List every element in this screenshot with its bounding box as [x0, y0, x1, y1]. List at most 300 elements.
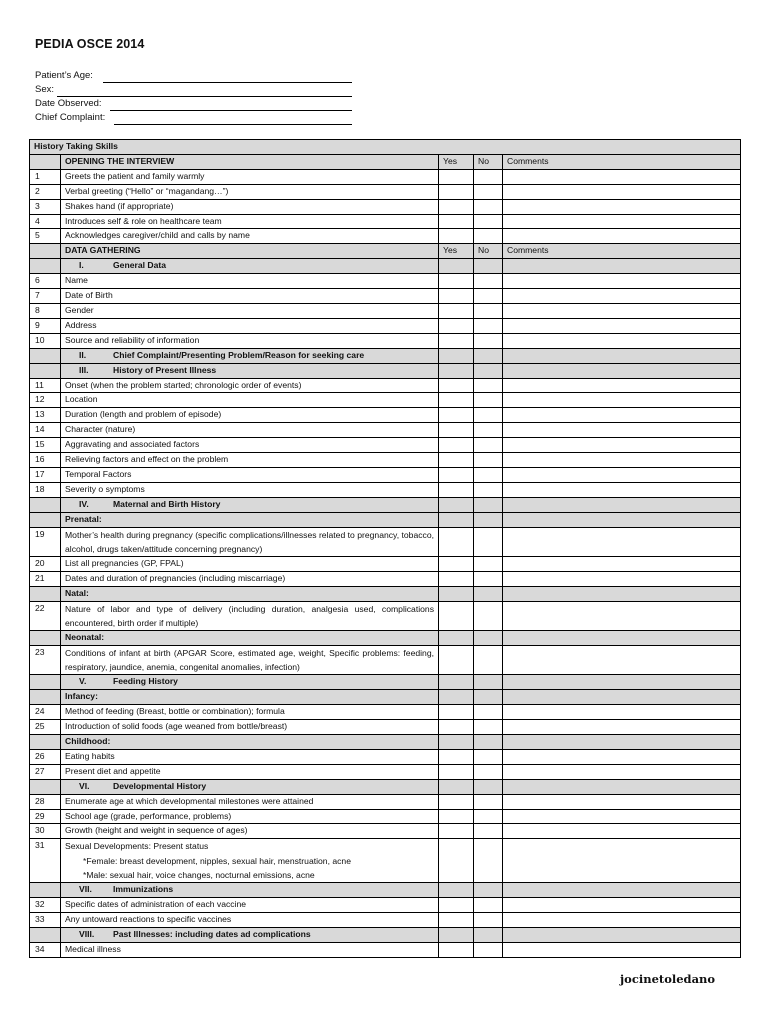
no-checkbox-cell[interactable] [474, 882, 503, 897]
table-row [30, 764, 741, 779]
yes-checkbox-cell[interactable] [439, 779, 474, 794]
no-checkbox-cell[interactable] [474, 169, 503, 184]
table-row [30, 453, 741, 468]
row-number: 31 [30, 839, 61, 883]
yes-checkbox-cell[interactable] [439, 333, 474, 348]
comments-cell[interactable] [503, 601, 741, 630]
no-checkbox-cell[interactable] [474, 303, 503, 318]
no-checkbox-cell[interactable] [474, 675, 503, 690]
subsection-label: Feeding History [113, 676, 178, 687]
yes-column-header: Yes [439, 154, 474, 169]
yes-checkbox-cell[interactable] [439, 318, 474, 333]
no-checkbox-cell[interactable] [474, 809, 503, 824]
no-checkbox-cell[interactable] [474, 408, 503, 423]
chief-complaint-label: Chief Complaint: [35, 112, 106, 123]
item-text: List all pregnancies (GP, FPAL) [61, 556, 439, 571]
patient-age-line[interactable] [103, 71, 352, 83]
row-number: 27 [30, 764, 61, 779]
table-row [30, 512, 741, 527]
no-checkbox-cell[interactable] [474, 512, 503, 527]
comments-cell[interactable] [503, 586, 741, 601]
no-checkbox-cell[interactable] [474, 601, 503, 630]
row-number-cell [30, 363, 61, 378]
table-row [30, 199, 741, 214]
row-number-cell [30, 675, 61, 690]
comments-cell[interactable] [503, 809, 741, 824]
row-number: 10 [30, 333, 61, 348]
row-number: 20 [30, 556, 61, 571]
comments-cell[interactable] [503, 794, 741, 809]
yes-checkbox-cell[interactable] [439, 631, 474, 646]
chief-complaint-field[interactable] [35, 111, 105, 125]
comments-cell[interactable] [503, 897, 741, 912]
group-label: Childhood: [61, 735, 439, 750]
table-row [30, 631, 741, 646]
comments-cell[interactable] [503, 497, 741, 512]
no-checkbox-cell[interactable] [474, 423, 503, 438]
row-number-cell [30, 512, 61, 527]
date-observed-field[interactable] [35, 97, 102, 111]
history-taking-table [29, 139, 741, 958]
table-row [30, 408, 741, 423]
table-row [30, 229, 741, 244]
item-text: Gender [61, 303, 439, 318]
comments-cell[interactable] [503, 259, 741, 274]
comments-cell[interactable] [503, 749, 741, 764]
item-text: Any untoward reactions to specific vaccines [61, 912, 439, 927]
comments-cell[interactable] [503, 467, 741, 482]
row-number-cell [30, 735, 61, 750]
row-number: 19 [30, 527, 61, 556]
comments-cell[interactable] [503, 378, 741, 393]
no-checkbox-cell[interactable] [474, 497, 503, 512]
no-checkbox-cell[interactable] [474, 467, 503, 482]
comments-cell[interactable] [503, 646, 741, 675]
subsection-label: Developmental History [113, 780, 207, 791]
table-row [30, 244, 741, 259]
no-checkbox-cell[interactable] [474, 348, 503, 363]
item-text: Nature of labor and type of delivery (including duration, analgesia used, complications encountered, birth order if multiple) [61, 601, 439, 630]
subsection-title [61, 348, 439, 363]
roman-numeral: VI. [79, 780, 90, 791]
item-text: Date of Birth [61, 289, 439, 304]
yes-checkbox-cell[interactable] [439, 571, 474, 586]
table-row [30, 363, 741, 378]
item-subtext: *Female: breast development, nipples, sexual hair, menstruation, acne [83, 855, 351, 866]
comments-cell[interactable] [503, 556, 741, 571]
item-subtext: *Male: sexual hair, voice changes, nocturnal emissions, acne [83, 869, 315, 880]
comments-cell[interactable] [503, 438, 741, 453]
no-column-header: No [474, 154, 503, 169]
yes-checkbox-cell[interactable] [439, 794, 474, 809]
row-number: 30 [30, 824, 61, 839]
item-text: Source and reliability of information [61, 333, 439, 348]
comments-cell[interactable] [503, 735, 741, 750]
yes-checkbox-cell[interactable] [439, 497, 474, 512]
row-number: 3 [30, 199, 61, 214]
no-checkbox-cell[interactable] [474, 912, 503, 927]
item-text: Medical illness [61, 942, 439, 957]
no-checkbox-cell[interactable] [474, 764, 503, 779]
roman-numeral: V. [79, 676, 87, 687]
comments-cell[interactable] [503, 453, 741, 468]
comments-cell[interactable] [503, 882, 741, 897]
subsection-title [61, 779, 439, 794]
row-number: 29 [30, 809, 61, 824]
yes-checkbox-cell[interactable] [439, 467, 474, 482]
table-row [30, 423, 741, 438]
group-label: Infancy: [61, 690, 439, 705]
row-number-cell [30, 259, 61, 274]
group-label: Prenatal: [61, 512, 439, 527]
row-number-cell [30, 882, 61, 897]
yes-checkbox-cell[interactable] [439, 690, 474, 705]
comments-cell[interactable] [503, 631, 741, 646]
comments-cell[interactable] [503, 303, 741, 318]
comments-cell[interactable] [503, 333, 741, 348]
yes-checkbox-cell[interactable] [439, 882, 474, 897]
item-text: School age (grade, performance, problems) [61, 809, 439, 824]
no-checkbox-cell[interactable] [474, 259, 503, 274]
yes-checkbox-cell[interactable] [439, 764, 474, 779]
sex-field[interactable] [35, 83, 54, 97]
comments-cell[interactable] [503, 363, 741, 378]
comments-cell[interactable] [503, 318, 741, 333]
comments-cell[interactable] [503, 764, 741, 779]
no-column-header: No [474, 244, 503, 259]
no-checkbox-cell[interactable] [474, 289, 503, 304]
table-row [30, 214, 741, 229]
comments-cell[interactable] [503, 690, 741, 705]
row-number: 33 [30, 912, 61, 927]
table-row [30, 824, 741, 839]
no-checkbox-cell[interactable] [474, 378, 503, 393]
roman-numeral: VIII. [79, 928, 95, 939]
row-number: 8 [30, 303, 61, 318]
comments-cell[interactable] [503, 527, 741, 556]
no-checkbox-cell[interactable] [474, 720, 503, 735]
no-checkbox-cell[interactable] [474, 184, 503, 199]
yes-checkbox-cell[interactable] [439, 512, 474, 527]
no-checkbox-cell[interactable] [474, 229, 503, 244]
table-row [30, 779, 741, 794]
yes-checkbox-cell[interactable] [439, 942, 474, 957]
table-row [30, 586, 741, 601]
yes-checkbox-cell[interactable] [439, 720, 474, 735]
comments-cell[interactable] [503, 720, 741, 735]
row-number: 28 [30, 794, 61, 809]
signature: jocinetoledano [620, 972, 716, 986]
item-text: Growth (height and weight in sequence of ages) [61, 824, 439, 839]
row-number: 15 [30, 438, 61, 453]
no-checkbox-cell[interactable] [474, 705, 503, 720]
table-row [30, 259, 741, 274]
item-text: Conditions of infant at birth (APGAR Score, estimated age, weight, Specific problems: feeding, respiratory, jaundice, anemia, congenital anomalies, infection) [61, 646, 439, 675]
row-number-cell [30, 244, 61, 259]
yes-checkbox-cell[interactable] [439, 229, 474, 244]
subsection-label: Past Illnesses: including dates ad complications [113, 928, 311, 939]
comments-cell[interactable] [503, 512, 741, 527]
subsection-title [61, 363, 439, 378]
no-checkbox-cell[interactable] [474, 824, 503, 839]
yes-checkbox-cell[interactable] [439, 169, 474, 184]
comments-cell[interactable] [503, 408, 741, 423]
row-number: 21 [30, 571, 61, 586]
yes-checkbox-cell[interactable] [439, 259, 474, 274]
row-number-cell [30, 927, 61, 942]
section-title: DATA GATHERING [61, 244, 439, 259]
no-checkbox-cell[interactable] [474, 556, 503, 571]
comments-cell[interactable] [503, 942, 741, 957]
no-checkbox-cell[interactable] [474, 318, 503, 333]
section-title: OPENING THE INTERVIEW [61, 154, 439, 169]
sex-label: Sex: [35, 84, 55, 95]
row-number: 34 [30, 942, 61, 957]
roman-numeral: II. [79, 349, 87, 360]
no-checkbox-cell[interactable] [474, 779, 503, 794]
subsection-label: History of Present Illness [113, 364, 217, 375]
no-checkbox-cell[interactable] [474, 897, 503, 912]
no-checkbox-cell[interactable] [474, 438, 503, 453]
comments-cell[interactable] [503, 169, 741, 184]
table-header: History Taking Skills [30, 140, 741, 155]
yes-checkbox-cell[interactable] [439, 556, 474, 571]
item-text: Duration (length and problem of episode) [61, 408, 439, 423]
patient-age-field[interactable] [35, 69, 93, 83]
row-number: 9 [30, 318, 61, 333]
no-checkbox-cell[interactable] [474, 527, 503, 556]
row-number: 25 [30, 720, 61, 735]
table-row [30, 912, 741, 927]
row-number-cell [30, 497, 61, 512]
no-checkbox-cell[interactable] [474, 482, 503, 497]
comments-column-header: Comments [503, 154, 741, 169]
yes-checkbox-cell[interactable] [439, 897, 474, 912]
subsection-label: Immunizations [113, 883, 174, 894]
no-checkbox-cell[interactable] [474, 571, 503, 586]
subsection-title [61, 882, 439, 897]
yes-checkbox-cell[interactable] [439, 348, 474, 363]
row-number: 17 [30, 467, 61, 482]
row-number: 11 [30, 378, 61, 393]
subsection-label: Chief Complaint/Presenting Problem/Reason for seeking care [113, 349, 365, 360]
yes-checkbox-cell[interactable] [439, 184, 474, 199]
comments-cell[interactable] [503, 839, 741, 883]
row-number: 2 [30, 184, 61, 199]
table-row [30, 497, 741, 512]
yes-checkbox-cell[interactable] [439, 705, 474, 720]
row-number-cell [30, 586, 61, 601]
item-text: Acknowledges caregiver/child and calls by name [61, 229, 439, 244]
no-checkbox-cell[interactable] [474, 274, 503, 289]
yes-checkbox-cell[interactable] [439, 214, 474, 229]
roman-numeral: III. [79, 364, 89, 375]
roman-numeral: IV. [79, 498, 89, 509]
item-text: Present diet and appetite [61, 764, 439, 779]
no-checkbox-cell[interactable] [474, 749, 503, 764]
row-number: 4 [30, 214, 61, 229]
comments-cell[interactable] [503, 824, 741, 839]
table-row [30, 169, 741, 184]
yes-checkbox-cell[interactable] [439, 586, 474, 601]
yes-checkbox-cell[interactable] [439, 408, 474, 423]
roman-numeral: VII. [79, 883, 92, 894]
item-text: Eating habits [61, 749, 439, 764]
subsection-title [61, 927, 439, 942]
row-number: 24 [30, 705, 61, 720]
yes-checkbox-cell[interactable] [439, 453, 474, 468]
table-row [30, 333, 741, 348]
table-row [30, 318, 741, 333]
comments-cell[interactable] [503, 675, 741, 690]
comments-cell[interactable] [503, 571, 741, 586]
comments-cell[interactable] [503, 779, 741, 794]
no-checkbox-cell[interactable] [474, 927, 503, 942]
subsection-label: Maternal and Birth History [113, 498, 221, 509]
yes-checkbox-cell[interactable] [439, 303, 474, 318]
yes-checkbox-cell[interactable] [439, 749, 474, 764]
group-label: Natal: [61, 586, 439, 601]
comments-cell[interactable] [503, 423, 741, 438]
no-checkbox-cell[interactable] [474, 794, 503, 809]
table-row [30, 839, 741, 883]
row-number: 18 [30, 482, 61, 497]
table-row [30, 646, 741, 675]
row-number: 16 [30, 453, 61, 468]
yes-checkbox-cell[interactable] [439, 393, 474, 408]
table-row [30, 690, 741, 705]
item-text: Aggravating and associated factors [61, 438, 439, 453]
yes-checkbox-cell[interactable] [439, 675, 474, 690]
yes-checkbox-cell[interactable] [439, 839, 474, 883]
item-text: Method of feeding (Breast, bottle or combination); formula [61, 705, 439, 720]
no-checkbox-cell[interactable] [474, 199, 503, 214]
item-text: Name [61, 274, 439, 289]
row-number: 5 [30, 229, 61, 244]
no-checkbox-cell[interactable] [474, 333, 503, 348]
table-row [30, 942, 741, 957]
subsection-title [61, 497, 439, 512]
yes-checkbox-cell[interactable] [439, 601, 474, 630]
item-text-multiline [61, 839, 439, 883]
no-checkbox-cell[interactable] [474, 214, 503, 229]
yes-checkbox-cell[interactable] [439, 927, 474, 942]
no-checkbox-cell[interactable] [474, 735, 503, 750]
table-row [30, 809, 741, 824]
yes-checkbox-cell[interactable] [439, 274, 474, 289]
yes-checkbox-cell[interactable] [439, 289, 474, 304]
yes-checkbox-cell[interactable] [439, 482, 474, 497]
subsection-title [61, 675, 439, 690]
row-number-cell [30, 154, 61, 169]
yes-checkbox-cell[interactable] [439, 527, 474, 556]
item-text: Enumerate age at which developmental milestones were attained [61, 794, 439, 809]
row-number-cell [30, 631, 61, 646]
yes-checkbox-cell[interactable] [439, 199, 474, 214]
row-number: 23 [30, 646, 61, 675]
yes-checkbox-cell[interactable] [439, 646, 474, 675]
yes-checkbox-cell[interactable] [439, 824, 474, 839]
table-row [30, 393, 741, 408]
item-text: Temporal Factors [61, 467, 439, 482]
no-checkbox-cell[interactable] [474, 393, 503, 408]
comments-cell[interactable] [503, 393, 741, 408]
item-text: Sexual Developments: Present status [65, 841, 209, 852]
yes-checkbox-cell[interactable] [439, 735, 474, 750]
item-text: Dates and duration of pregnancies (including miscarriage) [61, 571, 439, 586]
comments-cell[interactable] [503, 289, 741, 304]
row-number-cell [30, 690, 61, 705]
yes-column-header: Yes [439, 244, 474, 259]
comments-cell[interactable] [503, 214, 741, 229]
no-checkbox-cell[interactable] [474, 631, 503, 646]
row-number: 26 [30, 749, 61, 764]
comments-cell[interactable] [503, 705, 741, 720]
yes-checkbox-cell[interactable] [439, 912, 474, 927]
subsection-label: General Data [113, 260, 167, 271]
no-checkbox-cell[interactable] [474, 690, 503, 705]
table-row [30, 378, 741, 393]
yes-checkbox-cell[interactable] [439, 363, 474, 378]
table-row [30, 348, 741, 363]
chief-complaint-line[interactable] [114, 113, 352, 125]
row-number-cell [30, 348, 61, 363]
subsection-title [61, 259, 439, 274]
patient-age-label: Patient’s Age: [35, 70, 93, 81]
date-observed-label: Date Observed: [35, 98, 102, 109]
yes-checkbox-cell[interactable] [439, 423, 474, 438]
no-checkbox-cell[interactable] [474, 942, 503, 957]
table-row [30, 303, 741, 318]
row-number: 13 [30, 408, 61, 423]
table-row [30, 482, 741, 497]
comments-cell[interactable] [503, 912, 741, 927]
item-text: Introduction of solid foods (age weaned from bottle/breast) [61, 720, 439, 735]
table-row [30, 289, 741, 304]
yes-checkbox-cell[interactable] [439, 378, 474, 393]
comments-cell[interactable] [503, 274, 741, 289]
table-row [30, 571, 741, 586]
no-checkbox-cell[interactable] [474, 586, 503, 601]
no-checkbox-cell[interactable] [474, 646, 503, 675]
yes-checkbox-cell[interactable] [439, 809, 474, 824]
item-text: Location [61, 393, 439, 408]
comments-cell[interactable] [503, 229, 741, 244]
page-title: PEDIA OSCE 2014 [35, 37, 145, 51]
comments-cell[interactable] [503, 482, 741, 497]
comments-cell[interactable] [503, 348, 741, 363]
item-text: Shakes hand (if appropriate) [61, 199, 439, 214]
comments-cell[interactable] [503, 199, 741, 214]
sex-line[interactable] [57, 85, 352, 97]
comments-cell[interactable] [503, 184, 741, 199]
item-text: Introduces self & role on healthcare team [61, 214, 439, 229]
date-observed-line[interactable] [110, 99, 352, 111]
no-checkbox-cell[interactable] [474, 363, 503, 378]
table-row [30, 749, 741, 764]
table-row [30, 601, 741, 630]
table-row [30, 184, 741, 199]
comments-cell[interactable] [503, 927, 741, 942]
no-checkbox-cell[interactable] [474, 453, 503, 468]
table-row [30, 927, 741, 942]
row-number: 12 [30, 393, 61, 408]
item-text: Mother’s health during pregnancy (specific complications/illnesses related to pregnancy, tobacco, alcohol, drugs taken/attitude concerning pregnancy) [61, 527, 439, 556]
no-checkbox-cell[interactable] [474, 839, 503, 883]
item-text: Address [61, 318, 439, 333]
yes-checkbox-cell[interactable] [439, 438, 474, 453]
row-number: 1 [30, 169, 61, 184]
